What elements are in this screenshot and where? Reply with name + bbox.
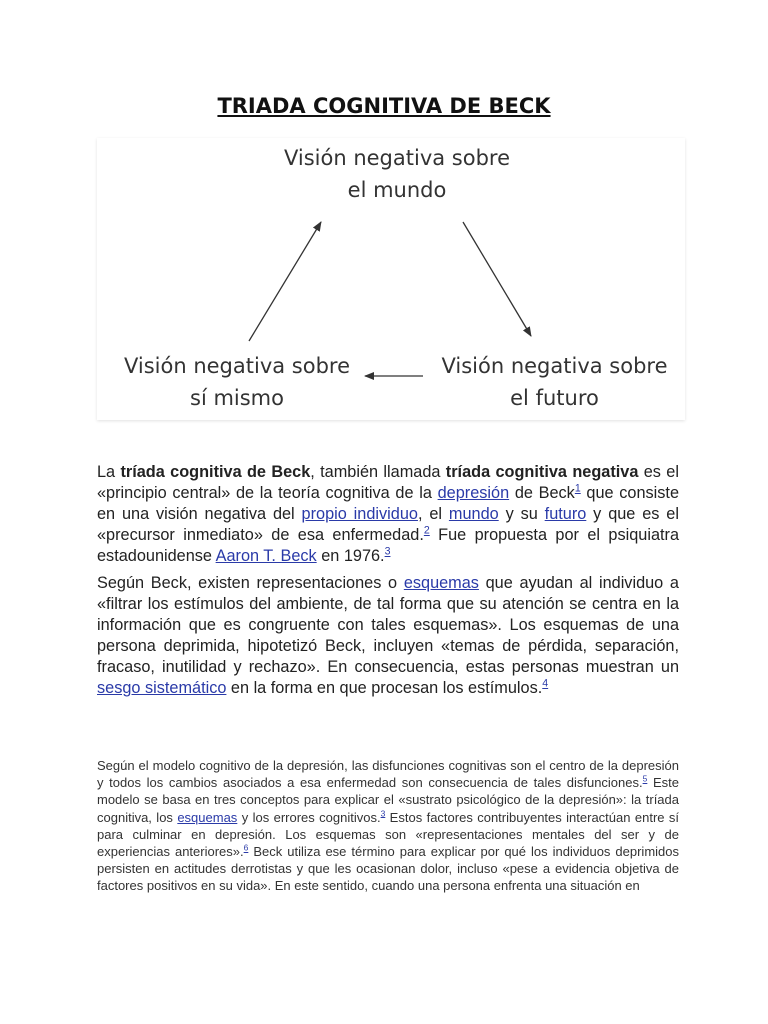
text: de Beck xyxy=(509,484,575,502)
footnote-1[interactable]: 1 xyxy=(574,482,581,495)
node-world xyxy=(257,142,537,206)
node-future-line1: Visión negativa sobre xyxy=(441,354,668,378)
link-depresion[interactable]: depresión xyxy=(437,484,510,502)
text: Fue propuesta por el psiquiatra estadounidense xyxy=(97,526,679,565)
node-future-line2: el futuro xyxy=(510,386,599,410)
node-world-line1: Visión negativa sobre xyxy=(283,146,511,170)
footnote-4[interactable]: 4 xyxy=(542,677,549,690)
bold-term: tríada cognitiva de Beck xyxy=(120,463,311,481)
text: es el «principio central» de la teoría cognitiva de la xyxy=(97,463,679,502)
text: que ayudan al individuo a «filtrar los estímulos del ambiente, de tal forma que su atención se centra en la información que es congruente con tales esquemas». Los esquemas de una persona deprimida, hipotetizó Beck, incluyen «temas de pérdida, separación, fracaso, inutilidad y rechazo». En consecuencia, estas personas muestran un xyxy=(97,574,679,676)
paragraph-schemas xyxy=(97,573,679,699)
link-sesgo-sistematico[interactable]: sesgo sistemático xyxy=(97,679,227,697)
paragraph-cognitive-model xyxy=(97,757,679,895)
footnote-2[interactable]: 2 xyxy=(423,524,430,537)
text: , también llamada xyxy=(310,463,446,481)
paragraph-intro xyxy=(97,462,679,567)
text: en 1976. xyxy=(316,547,385,565)
node-self xyxy=(107,350,367,414)
text: y su xyxy=(498,505,545,523)
text: La xyxy=(97,463,121,481)
link-futuro[interactable]: futuro xyxy=(544,505,587,523)
footnote-3b[interactable]: 3 xyxy=(380,808,386,819)
text: y los errores cognitivos. xyxy=(237,809,381,825)
page-title: TRIADA COGNITIVA DE BECK xyxy=(217,94,551,118)
text: que consiste en una visión negativa del xyxy=(97,484,679,523)
text: Este modelo se basa en tres conceptos para explicar el «sustrato psicológico de la depresión»: la tríada cognitiva, los xyxy=(97,775,680,825)
link-propio-individuo[interactable]: propio individuo xyxy=(301,505,418,523)
link-mundo[interactable]: mundo xyxy=(448,505,499,523)
beck-triad-diagram xyxy=(97,138,685,420)
node-self-line1: Visión negativa sobre xyxy=(123,354,351,378)
text: Beck utiliza ese término para explicar por qué los individuos deprimidos persisten en actitudes derrotistas y que les ocasionan dolor, incluso «pese a evidencia objetiva de factores positivos en su vida». En este sentido, cuando una persona enfrenta una situación en xyxy=(97,844,679,894)
text: y que es el «precursor inmediato» de esa enfermedad. xyxy=(97,505,679,544)
text: Según Beck, existen representaciones o xyxy=(97,574,404,592)
link-esquemas[interactable]: esquemas xyxy=(403,574,479,592)
node-world-line2: el mundo xyxy=(347,178,447,202)
bold-term: tríada cognitiva negativa xyxy=(445,463,639,481)
link-aaron-beck[interactable]: Aaron T. Beck xyxy=(215,547,317,565)
node-self-line2: sí mismo xyxy=(190,386,284,410)
text: Estos factores contribuyentes interactúan entre sí para culminar en depresión. Los esquemas son «representaciones mentales del ser y de experiencias anteriores». xyxy=(97,809,680,860)
node-future xyxy=(422,350,687,414)
arrow-self-to-world xyxy=(249,222,321,341)
footnote-5[interactable]: 5 xyxy=(642,773,648,784)
text: en la forma en que procesan los estímulos. xyxy=(226,679,543,697)
text: , el xyxy=(417,505,449,523)
footnote-6[interactable]: 6 xyxy=(243,842,249,853)
text: Según el modelo cognitivo de la depresión, las disfunciones cognitivas son el centro de la depresión y todos los cambios asociados a esa enfermedad son consecuencia de tales disfunciones. xyxy=(97,758,679,791)
link-esquemas-2[interactable]: esquemas xyxy=(177,809,238,825)
arrow-world-to-future xyxy=(463,222,531,336)
footnote-3[interactable]: 3 xyxy=(384,545,391,558)
